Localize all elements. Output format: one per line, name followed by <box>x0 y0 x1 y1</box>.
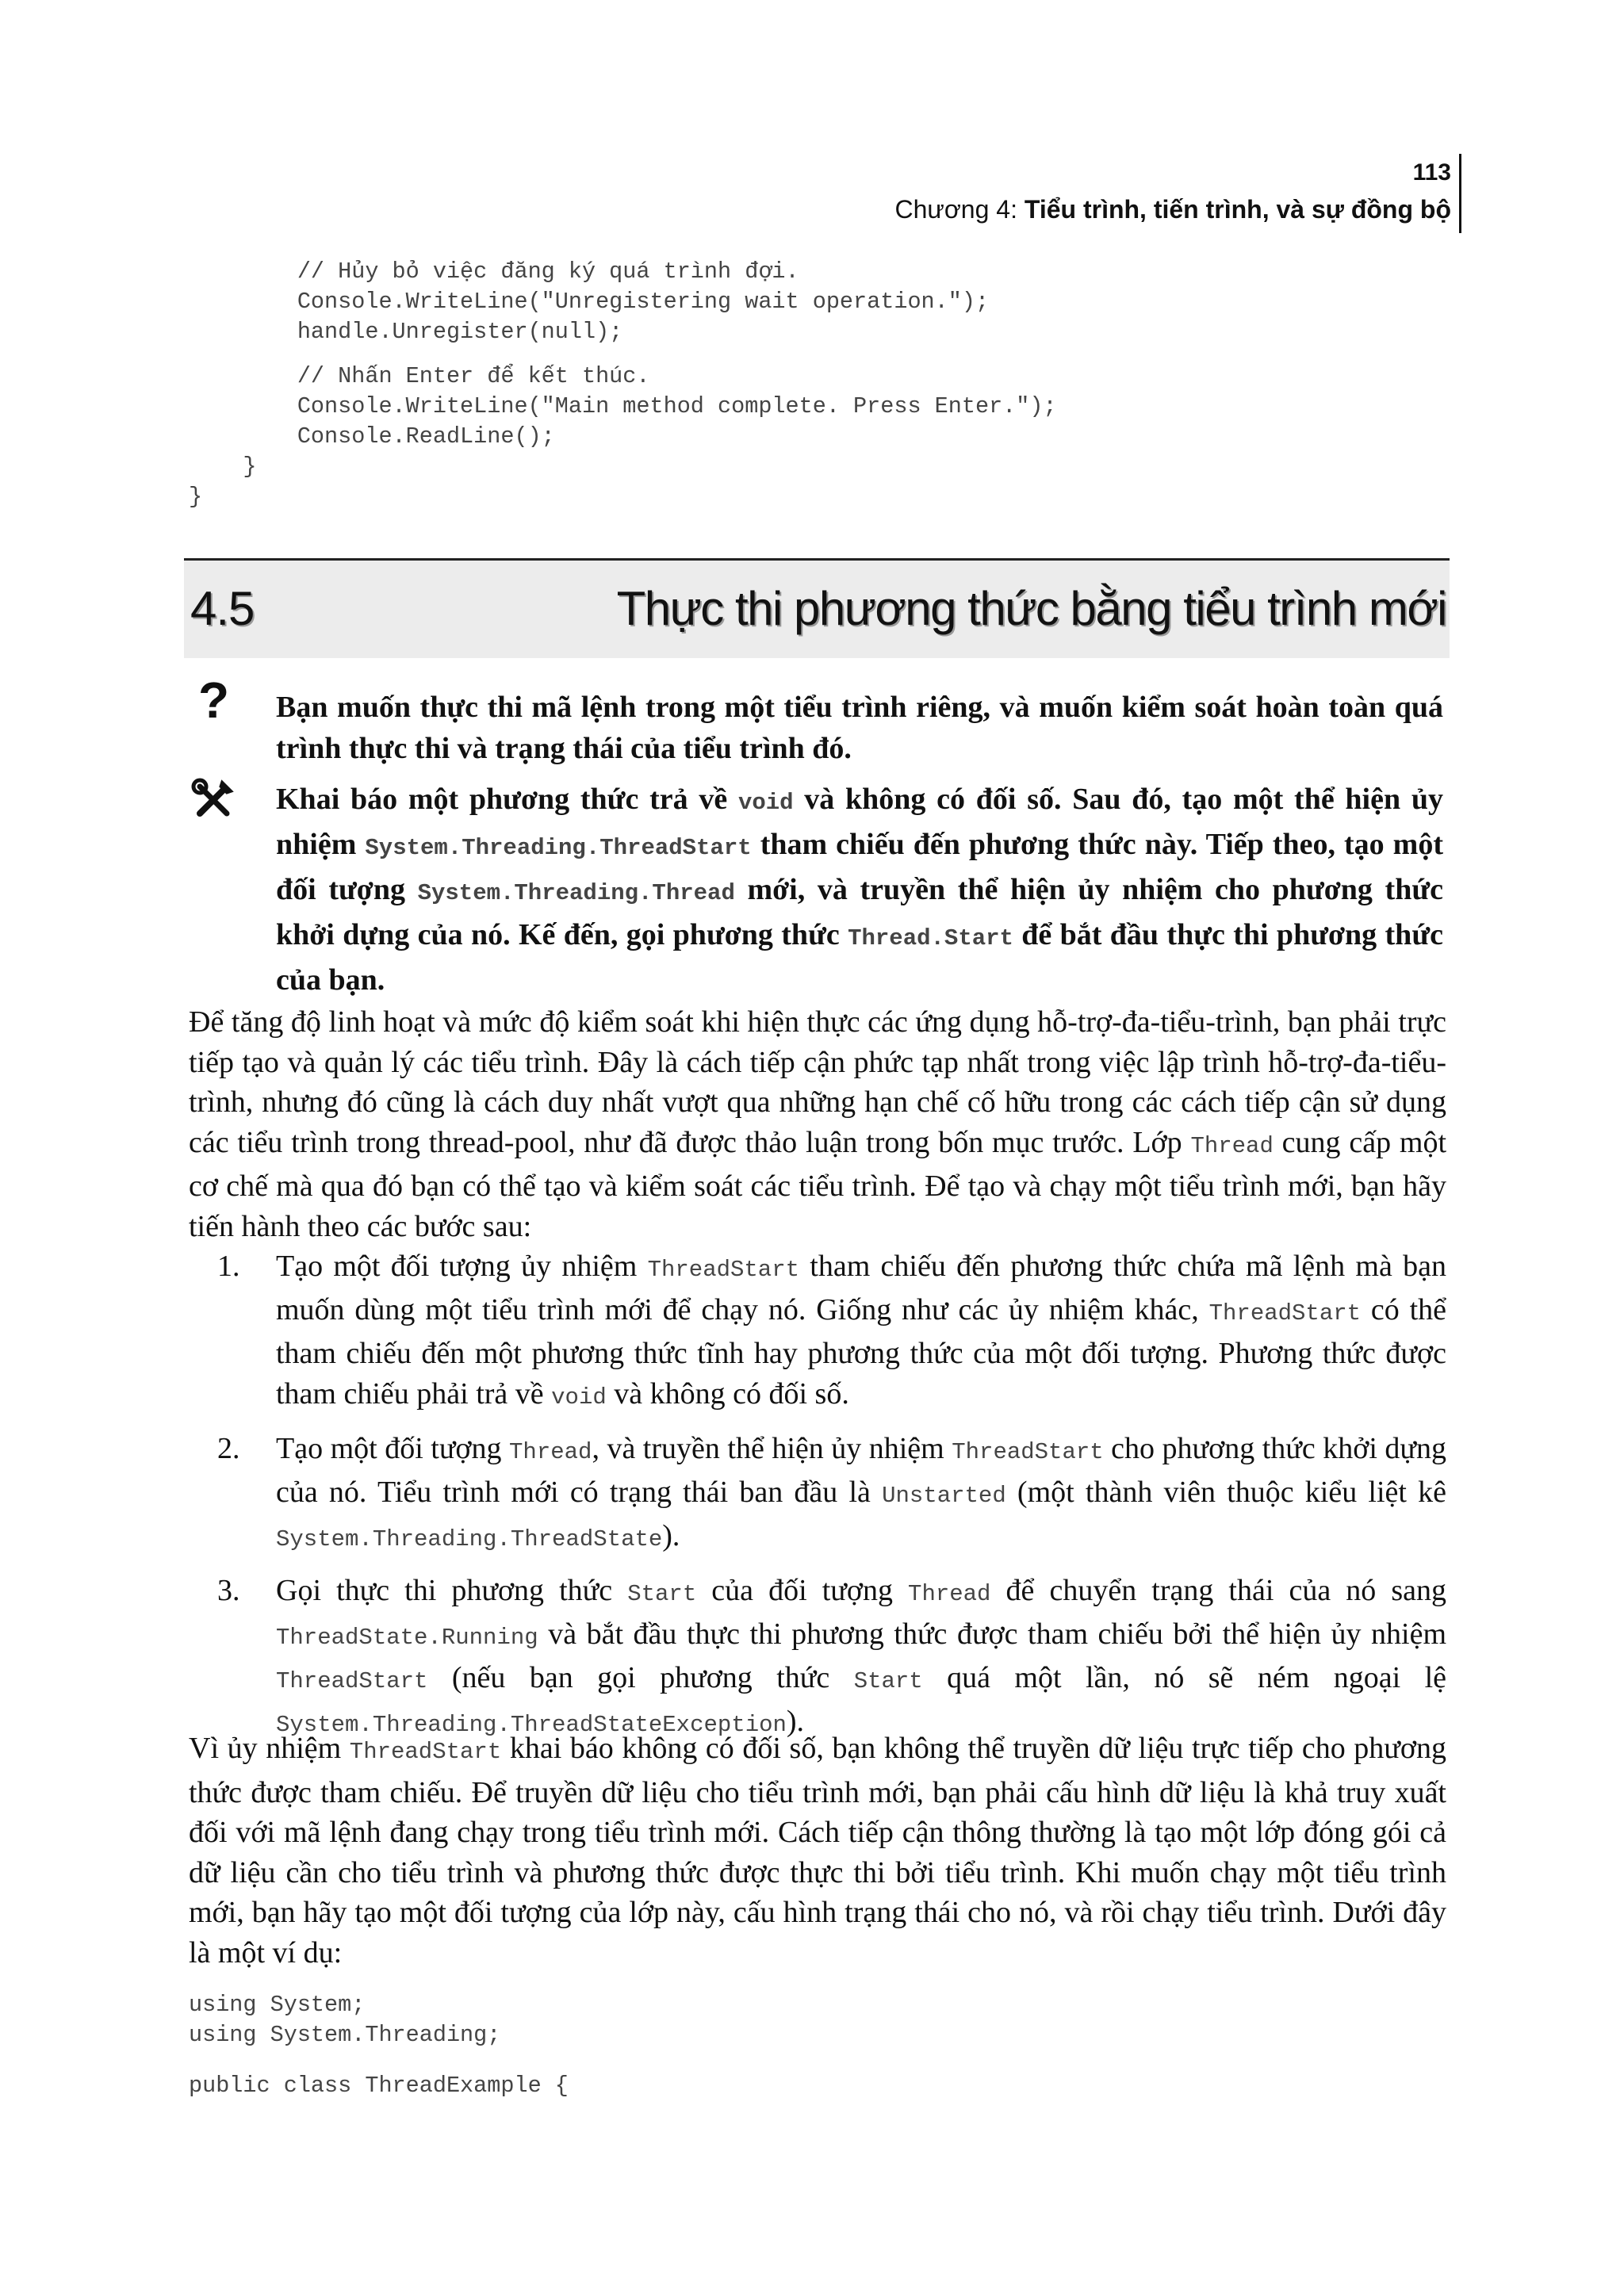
body-text: khai báo không có đối số, bạn không thể truyền dữ liệu trực tiếp cho phương thức được tham chiếu. Để truyền dữ liệu cho tiểu trình mới, bạn phải cấu hình dữ liệu là khả truy xuất đối với mã lệnh đang chạy trong tiểu trình mới. Cách tiếp cận thông thường là tạo một lớp đóng gói cả dữ liệu cần cho tiểu trình và phương thức được thực thi bởi tiểu trình. Khi muốn chạy một tiểu trình mới, bạn hãy tạo một đối tượng của lớp này, cấu hình trạng thái cho nó, và rồi chạy tiểu trình. Dưới đây là một ví dụ: <box>189 1732 1446 1970</box>
list-text: cho phương thức khởi dựng của nó. Tiểu trình mới có trạng thái ban đầu là <box>276 1432 1447 1509</box>
list-text: Gọi thực thi phương thức <box>276 1574 628 1607</box>
list-text: ). <box>662 1519 680 1552</box>
body-paragraph-1 <box>189 1002 1446 1246</box>
tools-icon <box>190 775 238 823</box>
list-text: và bắt đầu thực thi phương thức được tham chiếu bởi thể hiện ủy nhiệm <box>538 1617 1446 1651</box>
solution-text: và không có đối số. Sau đó, tạo một thể hiện ủy nhiệm <box>276 783 1443 861</box>
chapter-heading <box>894 190 1451 228</box>
list-text: để chuyển trạng thái của nó sang <box>990 1574 1446 1607</box>
inline-code: Thread <box>908 1581 991 1607</box>
inline-code: ThreadStart <box>1208 1300 1362 1326</box>
body-text: Để tăng độ linh hoạt và mức độ kiểm soát khi hiện thực các ứng dụng hỗ-trợ-đa-tiểu-trình, bạn phải trực tiếp tạo và quản lý các tiểu trình. Đây là cách tiếp cận phức tạp nhất trong việc lập trình hỗ-trợ-đa-tiểu-trình, nhưng đó cũng là cách duy nhất vượt qua những hạn chế cố hữu trong các cách tiếp cận sử dụng các tiểu trình trong thread-pool, như đã được thảo luận trong bốn mục trước. Lớp <box>189 1005 1446 1159</box>
running-header <box>894 155 1451 228</box>
code-line: public class ThreadExample { <box>189 2073 569 2099</box>
list-text: ). <box>786 1705 805 1738</box>
list-text: (nếu bạn gọi phương thức <box>427 1661 854 1694</box>
inline-code: Start <box>627 1581 697 1607</box>
inline-code: Thread <box>1190 1132 1274 1159</box>
list-text: và không có đối số. <box>606 1377 849 1411</box>
inline-code: ThreadStart <box>647 1257 800 1283</box>
solution-text: tham chiếu đến phương thức này. Tiếp theo, tạo một đối tượng <box>276 828 1443 906</box>
chapter-title: Tiểu trình, tiến trình, và sự đồng bộ <box>1024 195 1451 224</box>
code-line: handle.Unregister(null); <box>189 319 623 345</box>
solution-text: để bắt đầu thực thi phương thức của bạn. <box>276 918 1443 997</box>
inline-code: ThreadStart <box>952 1439 1104 1465</box>
list-item <box>189 1571 1446 1745</box>
list-text: của đối tượng <box>696 1574 909 1607</box>
chapter-prefix: Chương 4: <box>894 195 1025 224</box>
list-text: quá một lần, nó sẽ ném ngoại lệ <box>922 1661 1446 1694</box>
code-line: using System; <box>189 1992 366 2018</box>
list-item <box>189 1246 1446 1418</box>
solution-code: System.Threading.ThreadStart <box>365 835 752 861</box>
solution-text: Khai báo một phương thức trả về <box>276 783 738 816</box>
solution-text: mới, và truyền thể hiện ủy nhiệm cho phương thức khởi dựng của nó. Kế đến, gọi phương thức <box>276 873 1444 951</box>
list-text: Tạo một đối tượng <box>276 1432 510 1465</box>
solution-code: void <box>737 790 794 816</box>
inline-code: ThreadStart <box>349 1739 502 1765</box>
list-text: Tạo một đối tượng ủy nhiệm <box>276 1250 648 1283</box>
page-number: 113 <box>1412 159 1451 186</box>
list-text: (một thành viên thuộc kiểu liệt kê <box>1005 1476 1446 1509</box>
inline-code: ThreadStart <box>276 1668 428 1694</box>
list-text: có thể tham chiếu đến một phương thức tĩnh hay phương thức của một đối tượng. Phương thức được tham chiếu phải trả về <box>276 1293 1446 1411</box>
code-block-bottom <box>189 1990 569 2101</box>
problem-statement: Bạn muốn thực thi mã lệnh trong một tiểu trình riêng, và muốn kiểm soát hoàn toàn quá trình thực thi và trạng thái của tiểu trình đó. <box>276 691 1443 765</box>
list-item-number: 1. <box>217 1250 240 1283</box>
code-block-top <box>189 257 1057 512</box>
code-line: using System.Threading; <box>189 2022 501 2048</box>
inline-code: System.Threading.ThreadStateException <box>276 1712 787 1738</box>
inline-code: ThreadState.Running <box>276 1625 538 1651</box>
code-line: Console.WriteLine("Main method complete. Press Enter."); <box>189 393 1057 419</box>
inline-code: Unstarted <box>882 1483 1006 1509</box>
section-title: Thực thi phương thức bằng tiểu trình mới <box>616 582 1446 635</box>
code-line: Console.ReadLine(); <box>189 423 555 450</box>
solution-statement <box>276 779 1443 1001</box>
inline-code: Thread <box>509 1439 592 1465</box>
section-number: 4.5 <box>190 582 255 635</box>
body-text: cung cấp một cơ chế mà qua đó bạn có thể tạo và kiểm soát các tiểu trình. Để tạo và chạy một tiểu trình mới, bạn hãy tiến hành theo các bước sau: <box>189 1125 1447 1243</box>
list-item <box>189 1429 1446 1560</box>
solution-code: Thread.Start <box>848 925 1013 951</box>
list-item-number: 3. <box>217 1574 240 1607</box>
solution-code: System.Threading.Thread <box>417 880 735 906</box>
list-text: , và truyền thể hiện ủy nhiệm <box>592 1432 952 1465</box>
inline-code: Start <box>853 1668 923 1694</box>
question-mark-icon: ? <box>198 672 230 729</box>
steps-list <box>189 1246 1446 1745</box>
inline-code: System.Threading.ThreadState <box>276 1526 663 1552</box>
code-line: // Nhấn Enter để kết thúc. <box>189 363 650 389</box>
body-text: Vì ủy nhiệm <box>189 1732 350 1765</box>
list-item-number: 2. <box>217 1432 240 1465</box>
inline-code: void <box>551 1384 607 1411</box>
list-text: tham chiếu đến phương thức chứa mã lệnh mà bạn muốn dùng một tiểu trình mới để chạy nó. Giống như các ủy nhiệm khác, <box>276 1250 1446 1326</box>
header-divider <box>1459 154 1461 233</box>
code-line: // Hủy bỏ việc đăng ký quá trình đợi. <box>189 258 799 285</box>
code-line: Console.WriteLine("Unregistering wait operation."); <box>189 289 990 315</box>
code-line: } <box>189 454 257 480</box>
body-paragraph-2 <box>189 1728 1446 1973</box>
code-line: } <box>189 484 203 510</box>
